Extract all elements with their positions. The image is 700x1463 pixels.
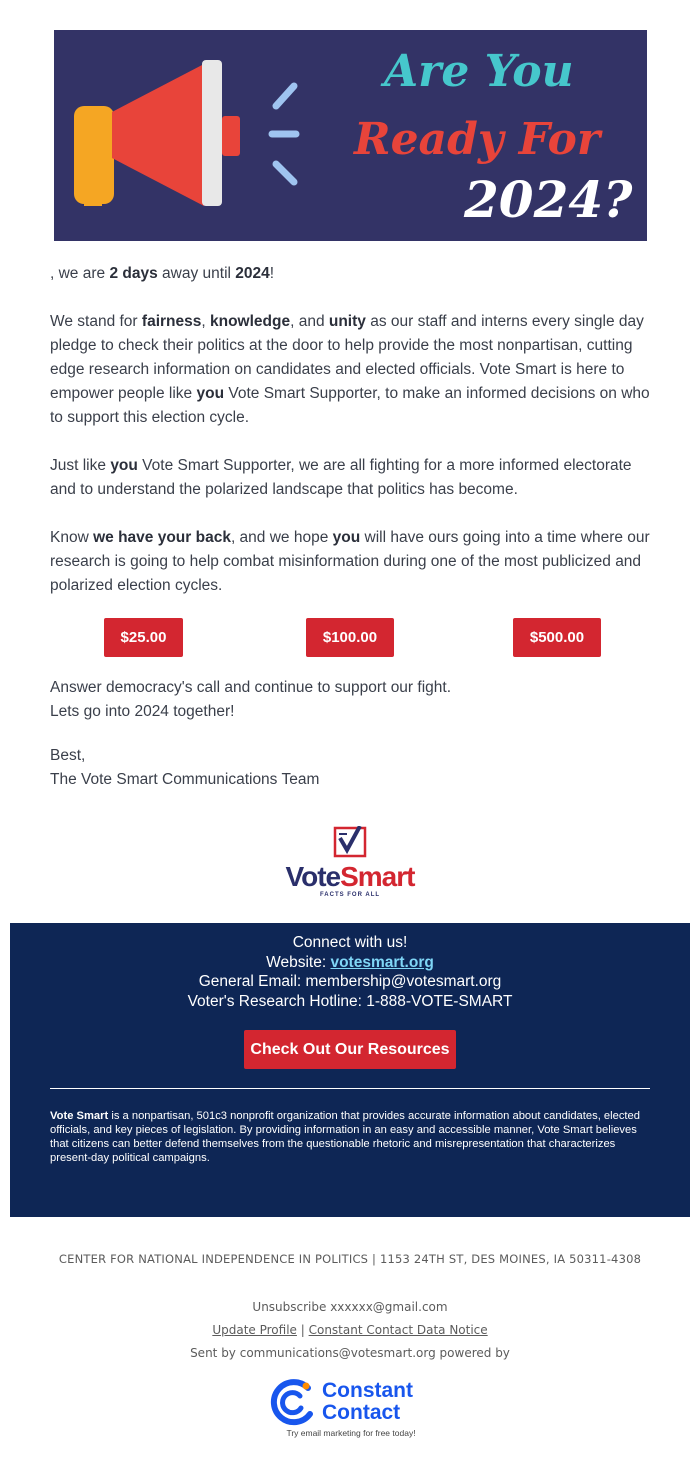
ballot-check-icon <box>268 826 432 860</box>
countdown-paragraph: , we are 2 days away until 2024! <box>50 265 275 282</box>
logo-tagline: FACTS FOR ALL <box>319 892 381 898</box>
unsubscribe-link[interactable]: Unsubscribe xxxxxx@gmail.com <box>252 1300 448 1314</box>
signature: Best, The Vote Smart Communications Team <box>50 747 320 788</box>
postal-address: CENTER FOR NATIONAL INDEPENDENCE IN POLITICS | 1153 24TH ST, DES MOINES, IA 50311-4308 <box>58 1252 642 1266</box>
constant-contact-tagline[interactable]: Try email marketing for free today! <box>286 1428 416 1438</box>
hotline-line: Voter's Research Hotline: 1-888-VOTE-SMART <box>187 992 513 1010</box>
donate-500-button[interactable]: $500.00 <box>513 618 601 657</box>
votesmart-logo <box>268 826 432 902</box>
call-to-action-paragraph: Answer democracy's call and continue to support our fight. Lets go into 2024 together! <box>50 679 452 720</box>
constant-contact-icon <box>268 1378 316 1426</box>
banner-image <box>54 30 647 241</box>
donate-100-button[interactable]: $100.00 <box>306 618 394 657</box>
mission-paragraph: We stand for fairness, knowledge, and unity as our staff and interns every single day pledge to check their politics at the door to help provide the most nonpartisan, cutting edge research information on candidates and elected officials. Vote Smart is here to empower people like you Vote Smart Supporter, to make an informed decisions on who to support this election cycle. <box>50 313 650 426</box>
connect-heading: Connect with us! <box>292 934 408 951</box>
donate-25-button[interactable]: $25.00 <box>104 618 183 657</box>
banner-headline-line1: Are You <box>384 46 574 97</box>
sent-by-line: Sent by communications@votesmart.org powered by <box>190 1346 510 1360</box>
website-link[interactable]: votesmart.org <box>330 953 434 971</box>
constant-contact-wordmark: Constant Contact <box>322 1379 413 1424</box>
contact-info <box>10 933 690 1011</box>
update-profile-link[interactable]: Update Profile <box>212 1323 297 1337</box>
constant-contact-logo[interactable] <box>268 1378 434 1426</box>
electorate-paragraph: Just like you Vote Smart Supporter, we are all fighting for a more informed electorate and to understand the polarized landscape that politics has become. <box>50 457 632 498</box>
support-paragraph: Know we have your back, and we hope you will have ours going into a time where our research is going to help combat misinformation during one of the most publicized and polarized election cycles. <box>50 529 650 594</box>
logo-wordmark: VoteSmart <box>285 861 415 892</box>
divider <box>50 1088 650 1089</box>
check-out-resources-button[interactable]: Check Out Our Resources <box>244 1030 456 1069</box>
banner-headline-line2: Ready For <box>354 114 601 165</box>
email-line: General Email: membership@votesmart.org <box>198 973 502 990</box>
website-line: Website: votesmart.org <box>266 953 434 971</box>
data-notice-link[interactable]: Constant Contact Data Notice <box>308 1323 488 1337</box>
profile-links: Update Profile | Constant Contact Data Notice <box>212 1323 488 1337</box>
banner-headline-line3: 2024? <box>464 170 633 229</box>
about-votesmart: Vote Smart is a nonpartisan, 501c3 nonprofit organization that provides accurate information about candidates, elected officials, and key pieces of legislation. By providing information in an easy and accessible manner, Vote Smart believes that citizens can better defend themselves from the questionable rhetoric and misrepresentation that characterizes present-day political campaigns. <box>50 1110 640 1164</box>
contact-footer <box>10 923 690 1217</box>
